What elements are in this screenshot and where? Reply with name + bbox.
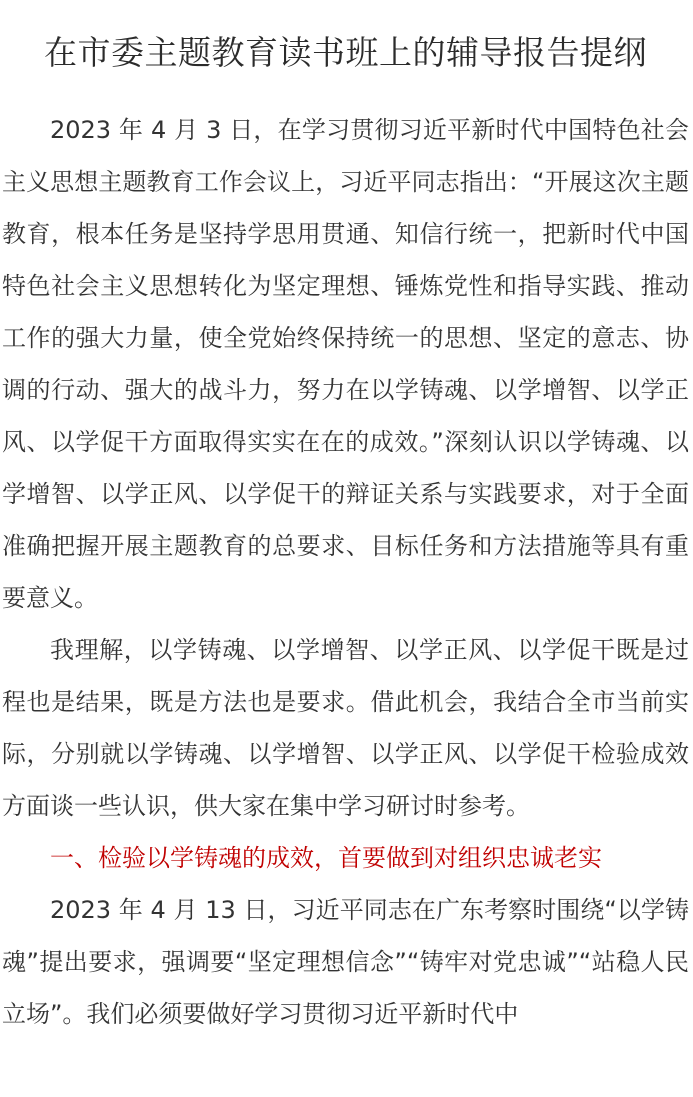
section-1-paragraph: 2023 年 4 月 13 日，习近平同志在广东考察时围绕“以学铸魂”提出要求，强调要“坚定理想信念”“铸牢对党忠诚”“站稳人民立场”。我们必须要做好学习贯彻习近平新时代中 bbox=[2, 896, 689, 1028]
document-title: 在市委主题教育读书班上的辅导报告提纲 bbox=[44, 33, 647, 72]
section-1-heading: 一、检验以学铸魂的成效，首要做到对组织忠诚老实 bbox=[50, 844, 602, 872]
intro-paragraph-1: 2023 年 4 月 3 日，在学习贯彻习近平新时代中国特色社会主义思想主题教育工作会议上，习近平同志指出：“开展这次主题教育，根本任务是坚持学思用贯通、知信行统一，把新时代中国特色社会主义思想转化为坚定理想、锤炼党性和指导实践、推动工作的强大力量，使全党始终保持统一的思想、坚定的意志、协调的行动、强大的战斗力，努力在以学铸魂、以学增智、以学正风、以学促干方面取得实实在在的成效。”深刻认识以学铸魂、以学增智、以学正风、以学促干的辩证关系与实践要求，对于全面准确把握开展主题教育的总要求、目标任务和方法措施等具有重要意义。 bbox=[2, 116, 689, 612]
intro-paragraph-2: 我理解，以学铸魂、以学增智、以学正风、以学促干既是过程也是结果，既是方法也是要求。借此机会，我结合全市当前实际，分别就以学铸魂、以学增智、以学正风、以学促干检验成效方面谈一些认识，供大家在集中学习研讨时参考。 bbox=[2, 636, 689, 820]
